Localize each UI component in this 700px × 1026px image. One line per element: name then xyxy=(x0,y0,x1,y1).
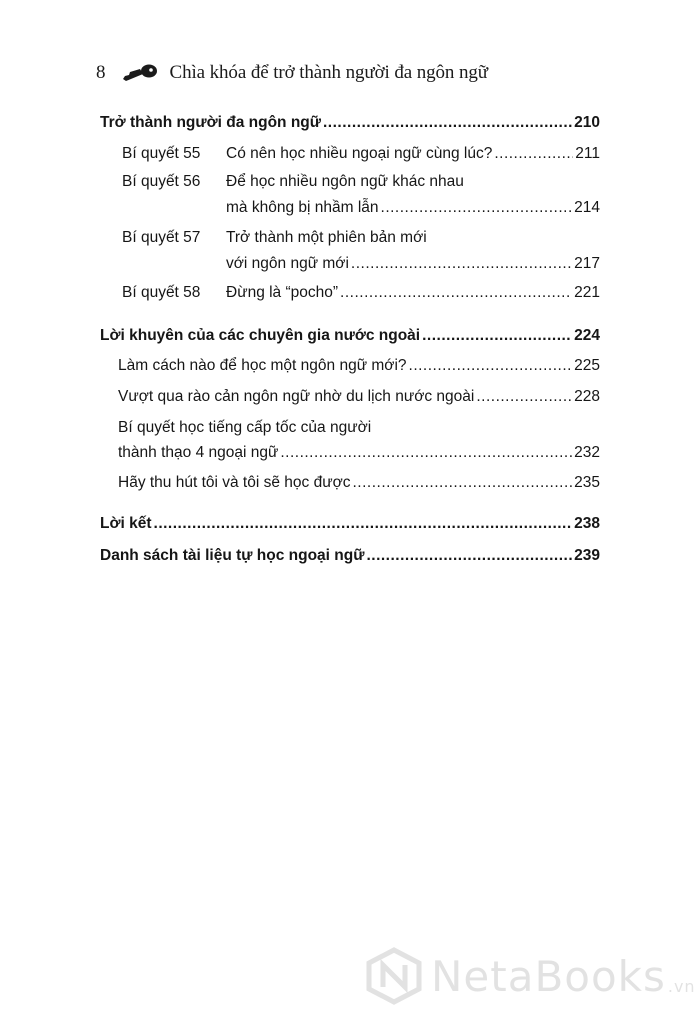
toc-entry-title: Làm cách nào để học một ngôn ngữ mới? xyxy=(118,357,407,374)
leader-dots xyxy=(422,327,572,345)
toc-entry-title-line2: mà không bị nhầm lẫn xyxy=(226,199,379,216)
watermark-suffix: .vn xyxy=(667,977,696,996)
leader-dots xyxy=(351,255,572,273)
toc-entry-title-line1: Trở thành một phiên bản mới xyxy=(226,229,427,246)
toc-entry-label: Bí quyết 56 xyxy=(122,173,201,190)
leader-dots xyxy=(476,388,572,406)
toc-entry-label: Bí quyết 57 xyxy=(122,229,201,246)
toc-page-number: 239 xyxy=(574,547,600,564)
toc-page-number: 238 xyxy=(574,515,600,532)
toc-section-danh-sach[interactable] xyxy=(100,547,600,565)
toc-page-number: 217 xyxy=(574,255,600,272)
toc-page-number: 221 xyxy=(574,284,600,301)
toc-section-title: Lời khuyên của các chuyên gia nước ngoài xyxy=(100,327,421,344)
toc-page-number: 228 xyxy=(574,388,600,405)
toc-page-number: 210 xyxy=(574,114,600,131)
toc-section-title: Danh sách tài liệu tự học ngoại ngữ xyxy=(100,547,365,564)
toc-entry-label: Bí quyết 55 xyxy=(122,145,201,162)
toc-section-loi-ket[interactable] xyxy=(100,515,600,533)
leader-dots xyxy=(340,284,572,302)
toc-entry-lam-cach-nao[interactable] xyxy=(118,357,600,375)
netabooks-logo-icon xyxy=(365,947,423,1005)
toc-page-number: 235 xyxy=(574,474,600,491)
toc-entry-bi-quyet-57[interactable] xyxy=(226,255,600,273)
toc-entry-title-line2: với ngôn ngữ mới xyxy=(226,255,349,272)
toc-section-title: Lời kết xyxy=(100,515,152,532)
toc-entry-bi-quyet-56[interactable] xyxy=(226,199,600,217)
toc-entry-bi-quyet-hoc-tieng[interactable] xyxy=(118,444,600,462)
toc-entry-title-line2: thành thạo 4 ngoại ngữ xyxy=(118,444,279,461)
toc-page-number: 232 xyxy=(574,444,600,461)
watermark-text: NetaBooks xyxy=(431,951,666,1001)
toc-entry-title-line1: Để học nhiều ngôn ngữ khác nhau xyxy=(226,173,464,190)
toc-page-number: 211 xyxy=(575,145,600,162)
header-title: Chìa khóa để trở thành người đa ngôn ngữ xyxy=(169,62,488,83)
toc-entry-title: Vượt qua rào cản ngôn ngữ nhờ du lịch nước ngoài xyxy=(118,388,475,405)
toc-entry-title: Đừng là “pocho” xyxy=(226,284,339,301)
watermark xyxy=(365,946,696,1006)
toc-entry-label: Bí quyết 58 xyxy=(122,284,201,301)
leader-dots xyxy=(494,145,573,163)
leader-dots xyxy=(323,114,572,132)
toc-section-loi-khuyen[interactable] xyxy=(100,327,600,345)
leader-dots xyxy=(154,515,573,533)
toc-section-tro-thanh[interactable] xyxy=(100,114,600,132)
toc-page-number: 225 xyxy=(574,357,600,374)
toc-entry-bi-quyet-55[interactable] xyxy=(122,145,600,163)
toc-entry-vuot-qua[interactable] xyxy=(118,388,600,406)
toc-section-title: Trở thành người đa ngôn ngữ xyxy=(100,114,321,131)
toc-entry-hay-thu-hut[interactable] xyxy=(118,474,600,492)
toc-entry-title: Có nên học nhiều ngoại ngữ cùng lúc? xyxy=(226,145,493,162)
leader-dots xyxy=(353,474,573,492)
leader-dots xyxy=(280,444,572,462)
leader-dots xyxy=(366,547,572,565)
leader-dots xyxy=(381,199,573,217)
toc-entry-title-line1: Bí quyết học tiếng cấp tốc của người xyxy=(118,419,372,436)
toc-entry-bi-quyet-58[interactable] xyxy=(122,284,600,302)
toc-page-number: 214 xyxy=(574,199,600,216)
page-number: 8 xyxy=(96,62,106,83)
toc-page-number: 224 xyxy=(574,327,600,344)
leader-dots xyxy=(409,357,573,375)
toc-entry-title: Hãy thu hút tôi và tôi sẽ học được xyxy=(118,474,351,491)
